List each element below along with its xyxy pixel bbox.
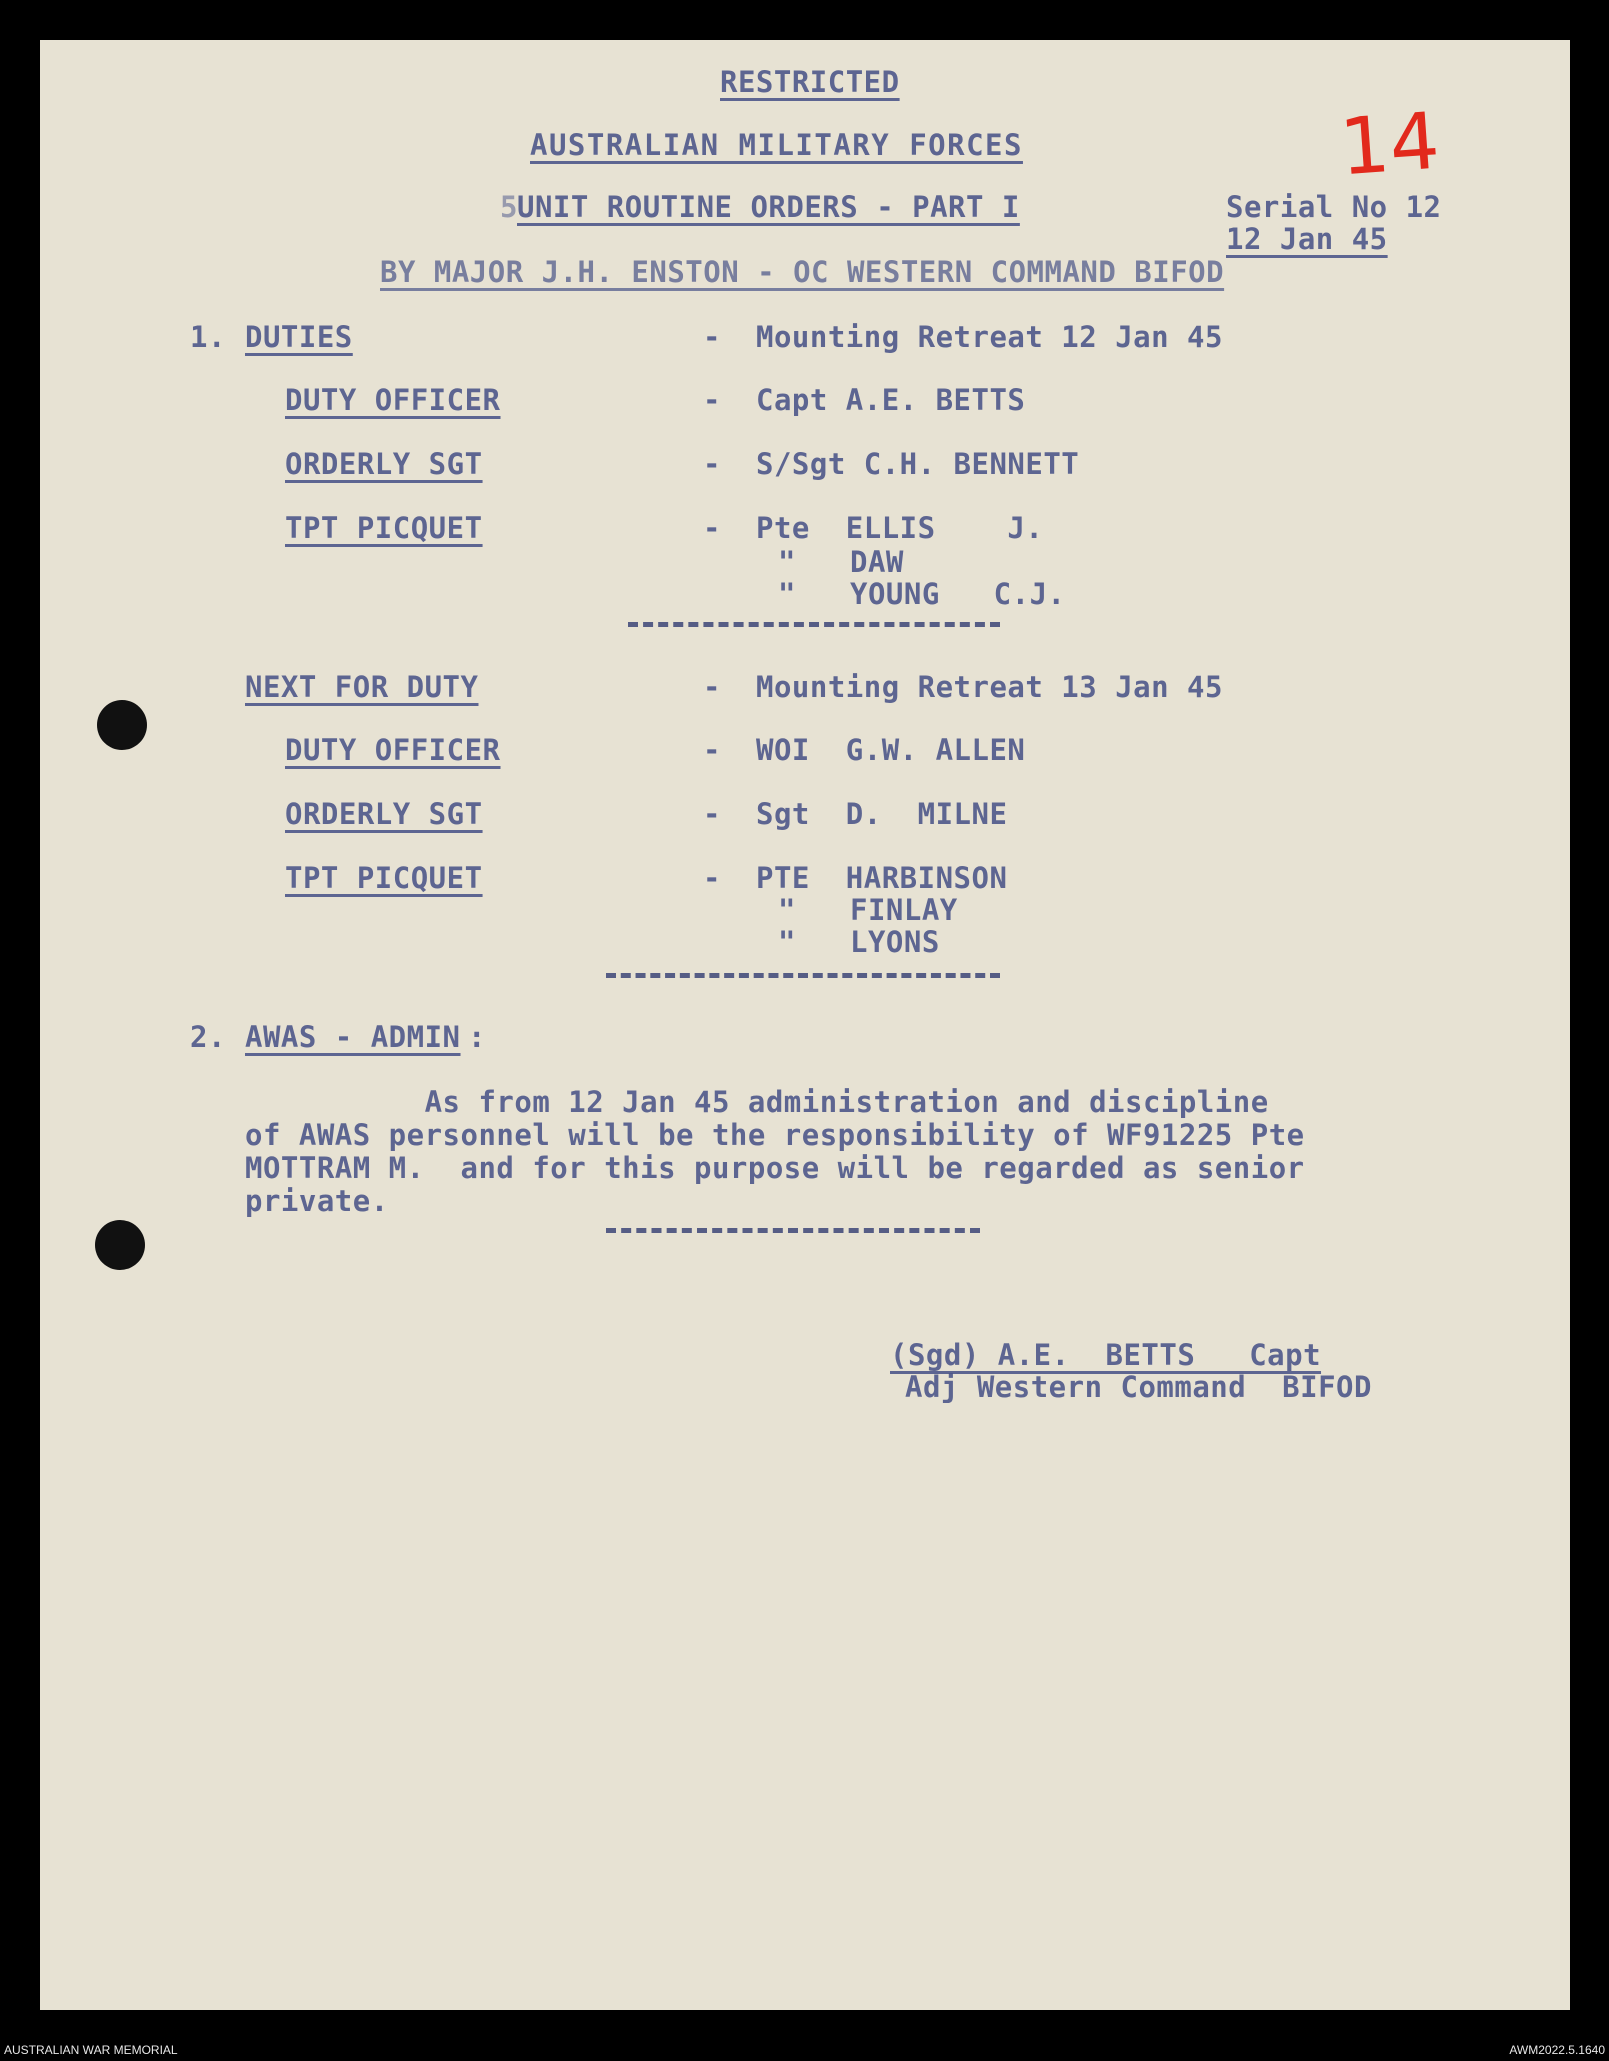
archive-reference: AWM2022.5.1640 [1509, 2043, 1605, 2057]
by-line: BY MAJOR J.H. ENSTON - OC WESTERN COMMAND BIFOD [380, 255, 1225, 289]
picquet-name: LYONS [850, 925, 940, 959]
ditto-mark: " [778, 577, 796, 611]
picquet-name: FINLAY [850, 893, 958, 927]
document-title: UNIT ROUTINE ORDERS - PART I [517, 190, 1020, 224]
section-heading-awas: AWAS - ADMIN [245, 1020, 461, 1054]
signature-title: Adj Western Command BIFOD [905, 1370, 1372, 1404]
ditto-mark: " [778, 545, 796, 579]
dash: - [703, 733, 721, 767]
section-number-1: 1. [190, 320, 226, 354]
folio-number: 14 [1336, 96, 1443, 194]
dash: - [703, 320, 721, 354]
mounting-date: Mounting Retreat 12 Jan 45 [756, 320, 1223, 354]
dash: - [703, 797, 721, 831]
classification: RESTRICTED [720, 65, 900, 99]
picquet-name: YOUNG C.J. [850, 577, 1066, 611]
duty-value: Pte ELLIS J. [756, 511, 1044, 545]
punch-hole-top [97, 700, 147, 750]
dash: - [703, 383, 721, 417]
duty-label: DUTY OFFICER [285, 383, 501, 417]
organisation-heading: AUSTRALIAN MILITARY FORCES [530, 128, 1023, 162]
title-prefix: 5 [500, 190, 518, 224]
dash: - [703, 511, 721, 545]
duty-value: WOI G.W. ALLEN [756, 733, 1026, 767]
duty-label: DUTY OFFICER [285, 733, 501, 767]
punch-hole-bottom [95, 1220, 145, 1270]
paragraph-line: MOTTRAM M. and for this purpose will be regarded as senior [245, 1151, 1305, 1185]
ditto-mark: " [778, 925, 796, 959]
dash: - [703, 447, 721, 481]
picquet-name: DAW [850, 545, 904, 579]
separator-rule [606, 1228, 980, 1233]
duty-label: ORDERLY SGT [285, 447, 483, 481]
serial-number: Serial No 12 [1226, 190, 1442, 224]
duty-value: Sgt D. MILNE [756, 797, 1008, 831]
duty-label: TPT PICQUET [285, 861, 483, 895]
duty-label: ORDERLY SGT [285, 797, 483, 831]
duty-value: S/Sgt C.H. BENNETT [756, 447, 1080, 481]
mounting-date: Mounting Retreat 13 Jan 45 [756, 670, 1223, 704]
paragraph-line: As from 12 Jan 45 administration and discipline [245, 1085, 1269, 1119]
separator-rule [606, 973, 1000, 978]
dash: - [703, 861, 721, 895]
paragraph-line: of AWAS personnel will be the responsibility of WF91225 Pte [245, 1118, 1305, 1152]
dash: - [703, 670, 721, 704]
ditto-mark: " [778, 893, 796, 927]
document-date: 12 Jan 45 [1226, 222, 1388, 256]
paragraph-line: private. [245, 1184, 389, 1218]
duty-label: TPT PICQUET [285, 511, 483, 545]
next-for-duty-heading: NEXT FOR DUTY [245, 670, 479, 704]
heading-colon: : [468, 1020, 486, 1054]
archive-credit: AUSTRALIAN WAR MEMORIAL [4, 2043, 178, 2057]
duty-value: PTE HARBINSON [756, 861, 1008, 895]
section-heading-duties: DUTIES [245, 320, 353, 354]
separator-rule [628, 622, 1000, 627]
signature-line: (Sgd) A.E. BETTS Capt [890, 1338, 1322, 1372]
duty-value: Capt A.E. BETTS [756, 383, 1026, 417]
section-number-2: 2. [190, 1020, 226, 1054]
